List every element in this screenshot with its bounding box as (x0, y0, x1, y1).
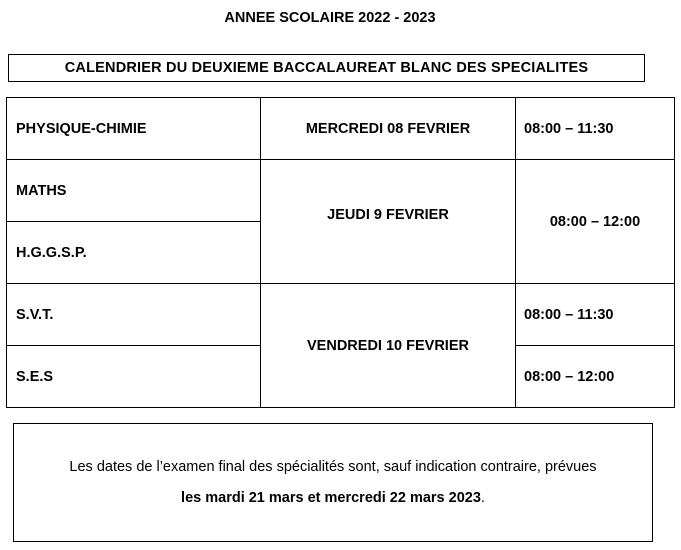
calendar-title-text: CALENDRIER DU DEUXIEME BACCALAUREAT BLANC DES SPECIALITES (64, 60, 589, 76)
subject-cell: PHYSIQUE-CHIMIE (7, 98, 261, 160)
school-year-title: ANNEE SCOLAIRE 2022 - 2023 (224, 10, 436, 26)
note-line-2 (14, 490, 652, 506)
schedule-table (6, 97, 675, 408)
time-cell: 08:00 – 11:30 (516, 98, 675, 160)
time-cell: 08:00 – 12:00 (516, 346, 675, 408)
day-cell (261, 160, 516, 284)
day-cell: MERCREDI 08 FEVRIER (261, 98, 516, 160)
subject-cell: H.G.G.S.P. (7, 222, 261, 284)
note-line-1: Les dates de l’examen final des spécialités sont, sauf indication contraire, prévues (69, 459, 597, 475)
day-cell-text: JEUDI 9 FEVRIER (327, 206, 449, 223)
time-cell: 08:00 – 11:30 (516, 284, 675, 346)
note-period: . (480, 490, 485, 506)
subject-cell: S.V.T. (7, 284, 261, 346)
day-cell: VENDREDI 10 FEVRIER (261, 284, 516, 408)
subject-cell: MATHS (7, 160, 261, 222)
calendar-title (8, 54, 645, 82)
time-cell: 08:00 – 12:00 (516, 160, 675, 284)
table-row (7, 98, 675, 160)
subject-cell: S.E.S (7, 346, 261, 408)
note-final-dates: les mardi 21 mars et mercredi 22 mars 2023 (181, 490, 481, 506)
exam-dates-note (13, 423, 653, 542)
table-row (7, 284, 675, 346)
table-row (7, 160, 675, 222)
